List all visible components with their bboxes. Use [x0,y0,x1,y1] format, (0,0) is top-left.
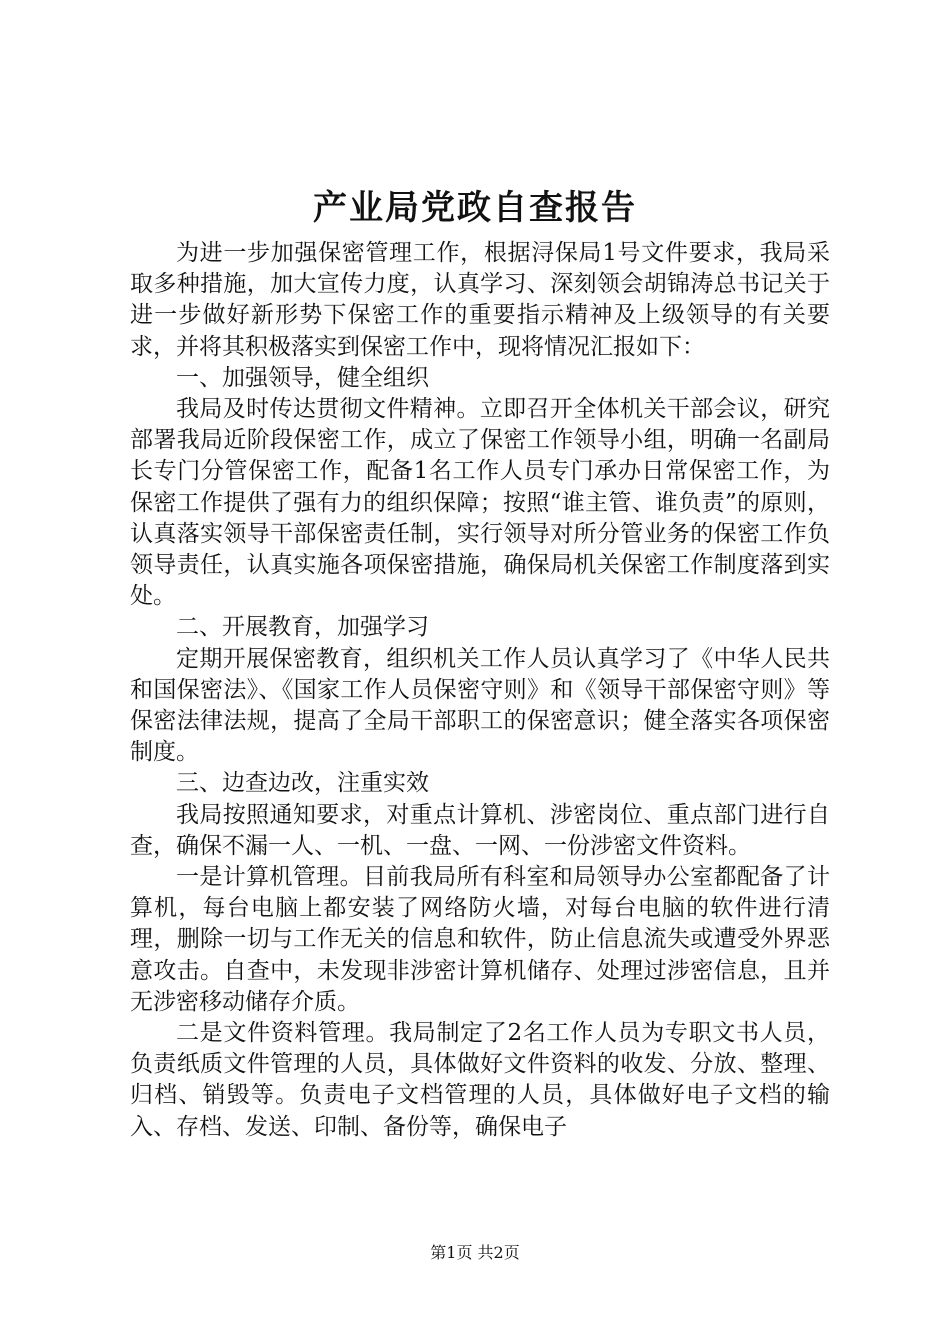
paragraph-file-management: 二是文件资料管理。我局制定了2名工作人员为专职文书人员，负责纸质文件管理的人员，具体做好文件资料的收发、分放、整理、归档、销毁等。负责电子文档管理的人员，具体做好电子文档的输入、存档、发送、印制、备份等，确保电子 [130,1020,830,1140]
paragraph-section-3: 我局按照通知要求，对重点计算机、涉密岗位、重点部门进行自查，确保不漏一人、一机、一盘、一网、一份涉密文件资料。 [130,801,830,859]
page-footer [0,1242,950,1264]
section-heading-3: 三、边查边改，注重实效 [176,770,429,797]
page-number: 第1页 共2页 [430,1243,520,1262]
section-heading-2: 二、开展教育，加强学习 [176,614,429,641]
section-heading-1: 一、加强领导，健全组织 [176,364,429,391]
paragraph-section-1: 我局及时传达贯彻文件精神。立即召开全体机关干部会议，研究部署我局近阶段保密工作，成立了保密工作领导小组，明确一名副局长专门分管保密工作，配备1名工作人员专门承办日常保密工作，为保密工作提供了强有力的组织保障；按照“谁主管、谁负责”的原则，认真落实领导干部保密责任制，实行领导对所分管业务的保密工作负领导责任，认真实施各项保密措施，确保局机关保密工作制度落到实处。 [130,396,830,610]
paragraph-section-2: 定期开展保密教育，组织机关工作人员认真学习了《中华人民共和国保密法》、《国家工作人员保密守则》和《领导干部保密守则》等保密法律法规，提高了全局干部职工的保密意识；健全落实各项保密制度。 [130,645,830,766]
paragraph-computer-management: 一是计算机管理。目前我局所有科室和局领导办公室都配备了计算机，每台电脑上都安装了网络防火墙，对每台电脑的软件进行清理，删除一切与工作无关的信息和软件，防止信息流失或遭受外界恶意攻击。自查中，未发现非涉密计算机储存、处理过涉密信息，且并无涉密移动储存介质。 [130,864,830,1015]
document-body [130,238,830,1143]
document-title: 产业局党政自查报告 [313,188,637,228]
paragraph-intro: 为进一步加强保密管理工作，根据浔保局1号文件要求，我局采取多种措施，加大宣传力度，认真学习、深刻领会胡锦涛总书记关于进一步做好新形势下保密工作的重要指示精神及上级领导的有关要求，并将其积极落实到保密工作中，现将情况汇报如下： [130,240,830,360]
